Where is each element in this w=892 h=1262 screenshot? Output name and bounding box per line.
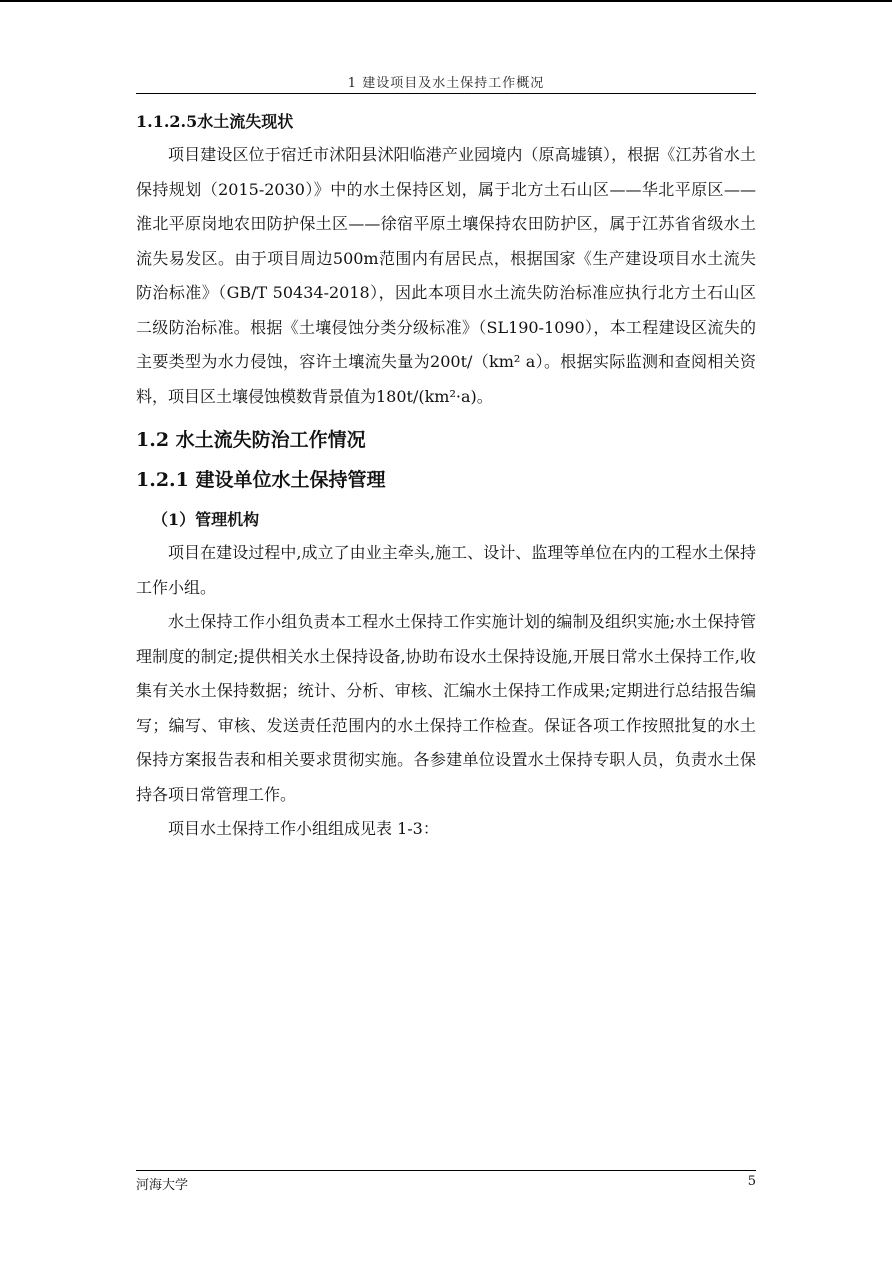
paragraph-management-3: 项目水土保持工作小组组成见表 1-3：	[168, 819, 439, 838]
footer-rule	[136, 1170, 756, 1171]
paragraph-management-1: 项目在建设过程中,成立了由业主牵头,施工、设计、监理等单位在内的工程水土保持工作小组。	[136, 543, 756, 597]
section-title-1-2-1: 1.2.1 建设单位水土保持管理	[136, 469, 386, 491]
top-border-rule	[0, 0, 892, 2]
page-body	[136, 106, 756, 847]
subsection-title-management: （1）管理机构	[152, 510, 260, 529]
footer-organization: 河海大学	[136, 1178, 189, 1193]
header-rule	[136, 93, 756, 94]
section-title-1-1-2-5: 1.1.2.5水土流失现状	[136, 112, 294, 131]
section-title-1-2: 1.2 水土流失防治工作情况	[136, 429, 366, 451]
page-number: 5	[747, 1174, 756, 1189]
running-header: 1 建设项目及水土保持工作概况	[347, 76, 545, 91]
paragraph-erosion-status: 项目建设区位于宿迁市沭阳县沭阳临港产业园境内（原高墟镇），根据《江苏省水土保持规划（2015-2030）》中的水土保持区划，属于北方土石山区——华北平原区——淮北平原岗地农田防护保土区——徐宿平原土壤保持农田防护区，属于江苏省省级水土流失易发区。由于项目周边500m范围内有居民点，根据国家《生产建设项目水土流失防治标准》（GB/T 50434-2018），因此本项目水土流失防治标准应执行北方土石山区二级防治标准。根据《土壤侵蚀分类分级标准》（SL190-1090），本工程建设区流失的主要类型为水力侵蚀，容许土壤流失量为200t/（km² a）。根据实际监测和查阅相关资料，项目区土壤侵蚀模数背景值为180t/(km²·a)。	[136, 145, 756, 406]
paragraph-management-2: 水土保持工作小组负责本工程水土保持工作实施计划的编制及组织实施;水土保持管理制度的制定;提供相关水土保持设备,协助布设水土保持设施,开展日常水土保持工作,收集有关水土保持数据；统计、分析、审核、汇编水土保持工作成果;定期进行总结报告编写；编写、审核、发送责任范围内的水土保持工作检查。保证各项工作按照批复的水土保持方案报告表和相关要求贯彻实施。各参建单位设置水土保持专职人员，负责水土保持各项日常管理工作。	[136, 612, 756, 804]
